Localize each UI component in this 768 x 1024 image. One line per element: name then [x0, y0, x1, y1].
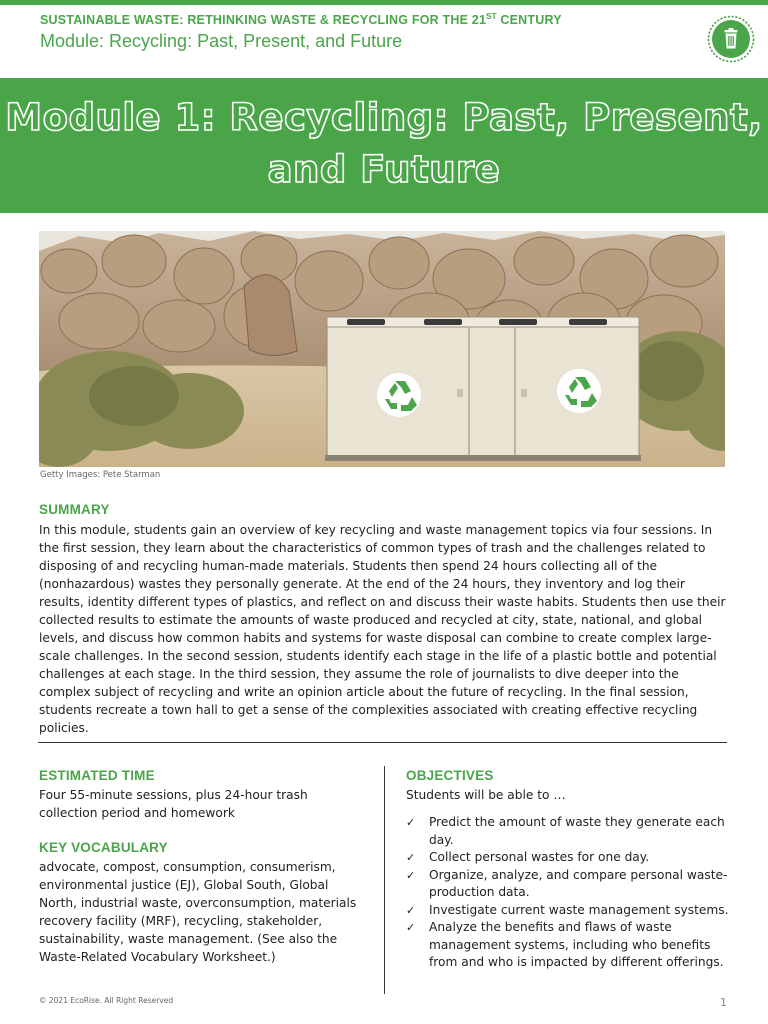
recycling-bins-photo	[39, 231, 725, 467]
objectives-intro: Students will be able to …	[406, 788, 566, 802]
module-title: Module 1: Recycling: Past, Present, and Future	[5, 96, 763, 191]
checkmark-icon: ✓	[406, 903, 416, 917]
module-subtitle: Module: Recycling: Past, Present, and Future	[40, 31, 403, 51]
top-green-rule	[0, 0, 768, 5]
checkmark-icon: ✓	[406, 921, 416, 934]
page-header	[40, 12, 690, 52]
left-column	[39, 768, 369, 966]
summary-text: In this module, students gain an overview of key recycling and waste management topics via four sessions. In the first session, they learn about the characteristics of common types of trash and the challenges related to disposing of and recycling human-made materials. Students then spend 24 hours collecting all of the (nonhazardous) wastes they personally generate. At the end of the 24 hours, they inventory and log their results, identity different types of plastics, and reflect on and discuss their waste habits. Students then use their collected results to estimate the amounts of waste produced and recycled at city, state, national, and global levels, and discuss how common habits and systems for waste disposal can combine to create complex large-scale challenges. In the second session, students identify each stage in the life of a plastic bottle and potential challenges at each stage. In the third session, they assume the role of journalists to dive deeper into the complex subject of recycling and write an opinion article about the future of recycling. In the final session, students recreate a town hall to get a sense of the complexities associated with creating effective recycling policies.	[39, 523, 726, 735]
key-vocabulary-text: advocate, compost, consumption, consumerism, environmental justice (EJ), Global South, Global North, industrial waste, overconsumption, materials recovery facility (MRF), recycling, stakeholder, sustainability, waste management. (See also the Waste-Related Vocabulary Worksheet.)	[39, 860, 357, 964]
list-item: ✓ Investigate current waste management systems.	[406, 902, 734, 920]
estimated-time-text: Four 55-minute sessions, plus 24-hour trash collection period and homework	[39, 788, 308, 820]
recycling-bin-unit	[325, 317, 641, 461]
estimated-time-heading: ESTIMATED TIME	[39, 768, 155, 783]
column-divider	[384, 766, 385, 994]
list-item: ✓ Predict the amount of waste they generate each day.	[406, 815, 725, 847]
page-number: 1	[720, 996, 727, 1009]
key-vocabulary-heading: KEY VOCABULARY	[39, 840, 168, 855]
copyright-notice: © 2021 EcoRise. All Right Reserved	[39, 996, 174, 1005]
series-title: SUSTAINABLE WASTE: RETHINKING WASTE & RECYCLING FOR THE 21ST CENTURY	[40, 12, 562, 27]
objectives-heading: OBJECTIVES	[406, 768, 494, 783]
list-item: ✓ Collect personal wastes for one day.	[406, 849, 734, 867]
checkmark-icon: ✓	[406, 868, 416, 882]
right-column	[406, 768, 736, 972]
list-item: ✓ Organize, analyze, and compare personal waste-production data.	[406, 867, 728, 899]
photo-caption: Getty Images: Pete Starman	[40, 470, 161, 480]
horizontal-divider	[38, 742, 727, 743]
list-item: ✓ Analyze the benefits and flaws of waste management systems, including who benefits from and who is impacted by different offerings.	[406, 920, 724, 969]
checkmark-icon: ✓	[406, 851, 416, 864]
checkmark-icon: ✓	[406, 816, 416, 829]
objectives-list	[406, 814, 736, 972]
summary-heading: SUMMARY	[39, 502, 110, 517]
trash-can-icon	[707, 15, 755, 63]
title-banner	[0, 78, 768, 213]
